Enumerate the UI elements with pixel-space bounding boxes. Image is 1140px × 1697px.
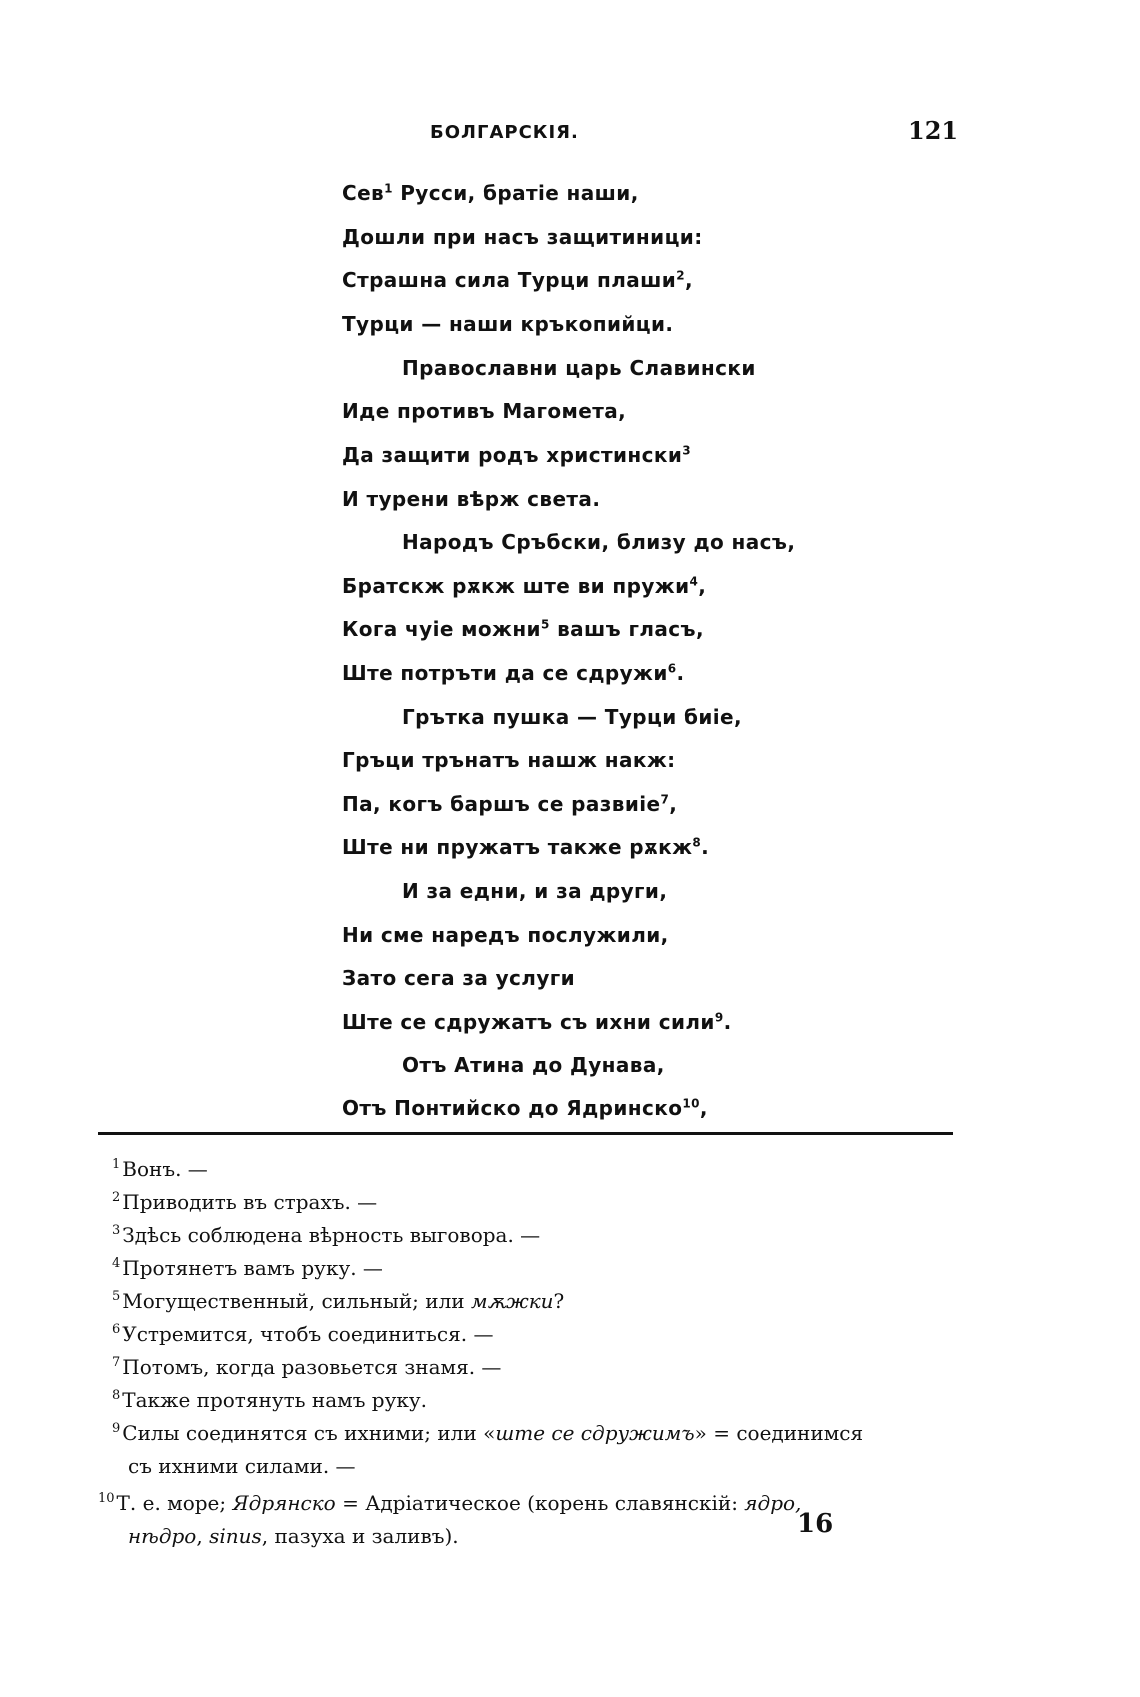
footnote-rule [98, 1132, 953, 1135]
footnote: $^2$ Приводить въ страхъ. — [112, 1190, 378, 1214]
poem-line: Братскж рѫкж ште ви пружи$^4$, [342, 574, 707, 598]
footnote: $^4$ Протянетъ вамъ руку. — [112, 1256, 383, 1280]
poem-line: Кога чуіе можни$^5$ вашъ гласъ, [342, 617, 704, 641]
footnote: $^6$ Устремится, чтобъ соединиться. — [112, 1322, 494, 1346]
poem-line: Иде противъ Магомета, [342, 399, 627, 423]
running-title: БОЛГАРСКІЯ. [430, 122, 579, 143]
poem-line: Турци — наши кръкопийци. [342, 312, 674, 336]
poem-line: Гръци трънатъ нашж накж: [342, 748, 676, 772]
poem-line: Па, когъ баршъ се развиіе$^7$, [342, 792, 678, 816]
poem-line: Отъ Атина до Дунава, [402, 1053, 665, 1077]
poem-line: Ни сме наредъ послужили, [342, 923, 669, 947]
poem-line: Да защити родъ христински$^3$ [342, 443, 691, 467]
footnote-continuation: нѣдро, sinus, пазуха и заливъ). [128, 1524, 459, 1548]
poem-line: Дошли при насъ защитиници: [342, 225, 703, 249]
page-number: 121 [908, 116, 959, 145]
poem-line: Зато сега за услуги [342, 966, 576, 990]
poem-line: И турени вѣрж света. [342, 487, 601, 511]
poem-line: Страшна сила Турци плаши$^2$, [342, 268, 693, 292]
poem-line: Ште потръти да се сдружи$^6$. [342, 661, 685, 685]
poem-line: Отъ Понтийско до Ядринско$^{10}$, [342, 1096, 708, 1120]
footnote-continuation: съ ихними силами. — [128, 1454, 356, 1478]
signature-mark: 16 [797, 1509, 834, 1539]
footnote: $^5$ Могущественный, сильный; или мѫжки? [112, 1289, 565, 1313]
footnote: $^9$ Силы соединятся съ ихними; или «ште се сдружимъ» = соединимся [112, 1421, 864, 1445]
poem-line: Ште ни пружатъ также рѫкж$^8$. [342, 835, 710, 859]
poem-line: Сев$^1$ Русси, братіе наши, [342, 181, 639, 205]
poem-line: И за едни, и за други, [402, 879, 668, 903]
poem-line: Ште се сдружатъ съ ихни сили$^9$. [342, 1010, 732, 1034]
poem-line: Грътка пушка — Турци биіе, [402, 705, 742, 729]
footnote: $^3$ Здѣсь соблюдена вѣрность выговора. — [112, 1223, 541, 1247]
footnote: $^7$ Потомъ, когда разовьется знамя. — [112, 1355, 502, 1379]
poem-line: Православни царь Славински [402, 356, 756, 380]
footnote: $^{10}$ Т. е. море; Ядрянско = Адріатическое (корень славянскій: ядро, [98, 1491, 802, 1515]
footnote: $^8$ Также протянуть намъ руку. [112, 1388, 427, 1412]
poem-line: Народъ Сръбски, близу до насъ, [402, 530, 796, 554]
footnote: $^1$ Вонъ. — [112, 1157, 208, 1181]
